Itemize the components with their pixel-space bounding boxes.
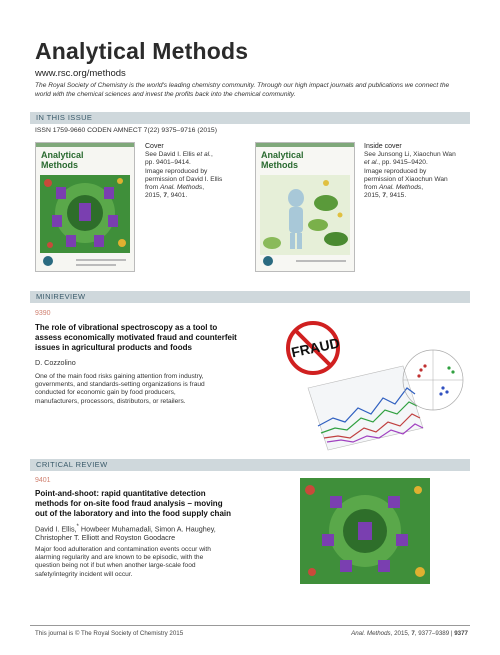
section-bar-in-this-issue (30, 112, 470, 124)
footer-divider (30, 625, 470, 626)
inside-cover-thumb-title-1: Analytical (261, 150, 304, 160)
footer-citation: Anal. Methods, 2015, 7, 9377–9389 | 9377 (351, 630, 468, 637)
critical-review-page-number[interactable]: 9401 (35, 477, 51, 484)
minireview-authors: D. Cozzolino (35, 358, 76, 367)
critical-review-graphical-abstract[interactable] (300, 478, 430, 584)
minireview-title[interactable]: The role of vibrational spectroscopy as a tool to assess economically motivated fraud and counterfeit issues in agricultural products and foods (35, 323, 237, 352)
inside-cover-caption: Inside cover See Junsong Li, Xiaochun Wan et al., pp. 9415–9420. Image reproduced by permission of Xiaochun Wan from Anal. Methods, 2015, 7, 9415. (364, 143, 474, 200)
issn-line: ISSN 1759-9660 CODEN AMNECT 7(22) 9375–9716 (2015) (35, 127, 217, 134)
inside-cover-thumbnail[interactable] (255, 142, 355, 272)
cover-caption: Cover See David I. Ellis et al., pp. 9401–9414. Image reproduced by permission of David I. Ellis from Anal. Methods, 2015, 7, 9401. (145, 143, 255, 200)
journal-title: Analytical Methods (35, 38, 249, 64)
cover-thumb-title-2: Methods (41, 160, 78, 170)
cover-heading: Cover (145, 143, 164, 150)
section-bar-critical-review (30, 459, 470, 471)
cover-image (36, 143, 134, 271)
footer-copyright: This journal is © The Royal Society of Chemistry 2015 (35, 630, 184, 637)
journal-url[interactable]: www.rsc.org/methods (35, 68, 126, 79)
minireview-page-number[interactable]: 9390 (35, 310, 51, 317)
critical-review-title[interactable]: Point-and-shoot: rapid quantitative detection methods for on-site food fraud analysis – moving out of the laboratory and into the food supply chain (35, 489, 231, 518)
cover-thumb-title-1: Analytical (41, 150, 84, 160)
section-label: CRITICAL REVIEW (36, 460, 108, 469)
minireview-abstract: One of the main food risks gaining attention from industry, governments, and standards-setting organizations is fraud conducted for economic gain by food producers, manufacturers, processors, distributors, or retailers. (35, 373, 205, 405)
fraud-stamp-text: FRAUD (289, 334, 342, 361)
section-label: IN THIS ISSUE (36, 113, 93, 122)
inside-cover-heading: Inside cover (364, 143, 402, 150)
section-bar-minireview (30, 291, 470, 303)
fraud-spectra-graphic (283, 318, 468, 453)
point-and-shoot-graphic (300, 478, 430, 584)
journal-description: The Royal Society of Chemistry is the world's leading chemistry community. Through our high impact journals and publications we connect the world with the chemical sciences and invest the profits back into the chemical community. (35, 82, 450, 98)
cover-thumbnail[interactable] (35, 142, 135, 272)
critical-review-abstract: Major food adulteration and contamination events occur with alarming regularity and are known to be episodic, with the question being not if but when another large-scale food safety/integrity incident will occur. (35, 546, 211, 578)
inside-cover-image (256, 143, 354, 271)
minireview-graphical-abstract[interactable] (283, 318, 468, 453)
critical-review-authors: David I. Ellis,* Howbeer Muhamadali, Simon A. Haughey, Christopher T. Elliott and Royston Goodacre (35, 524, 216, 543)
inside-cover-thumb-title-2: Methods (261, 160, 298, 170)
section-label: MINIREVIEW (36, 292, 86, 301)
